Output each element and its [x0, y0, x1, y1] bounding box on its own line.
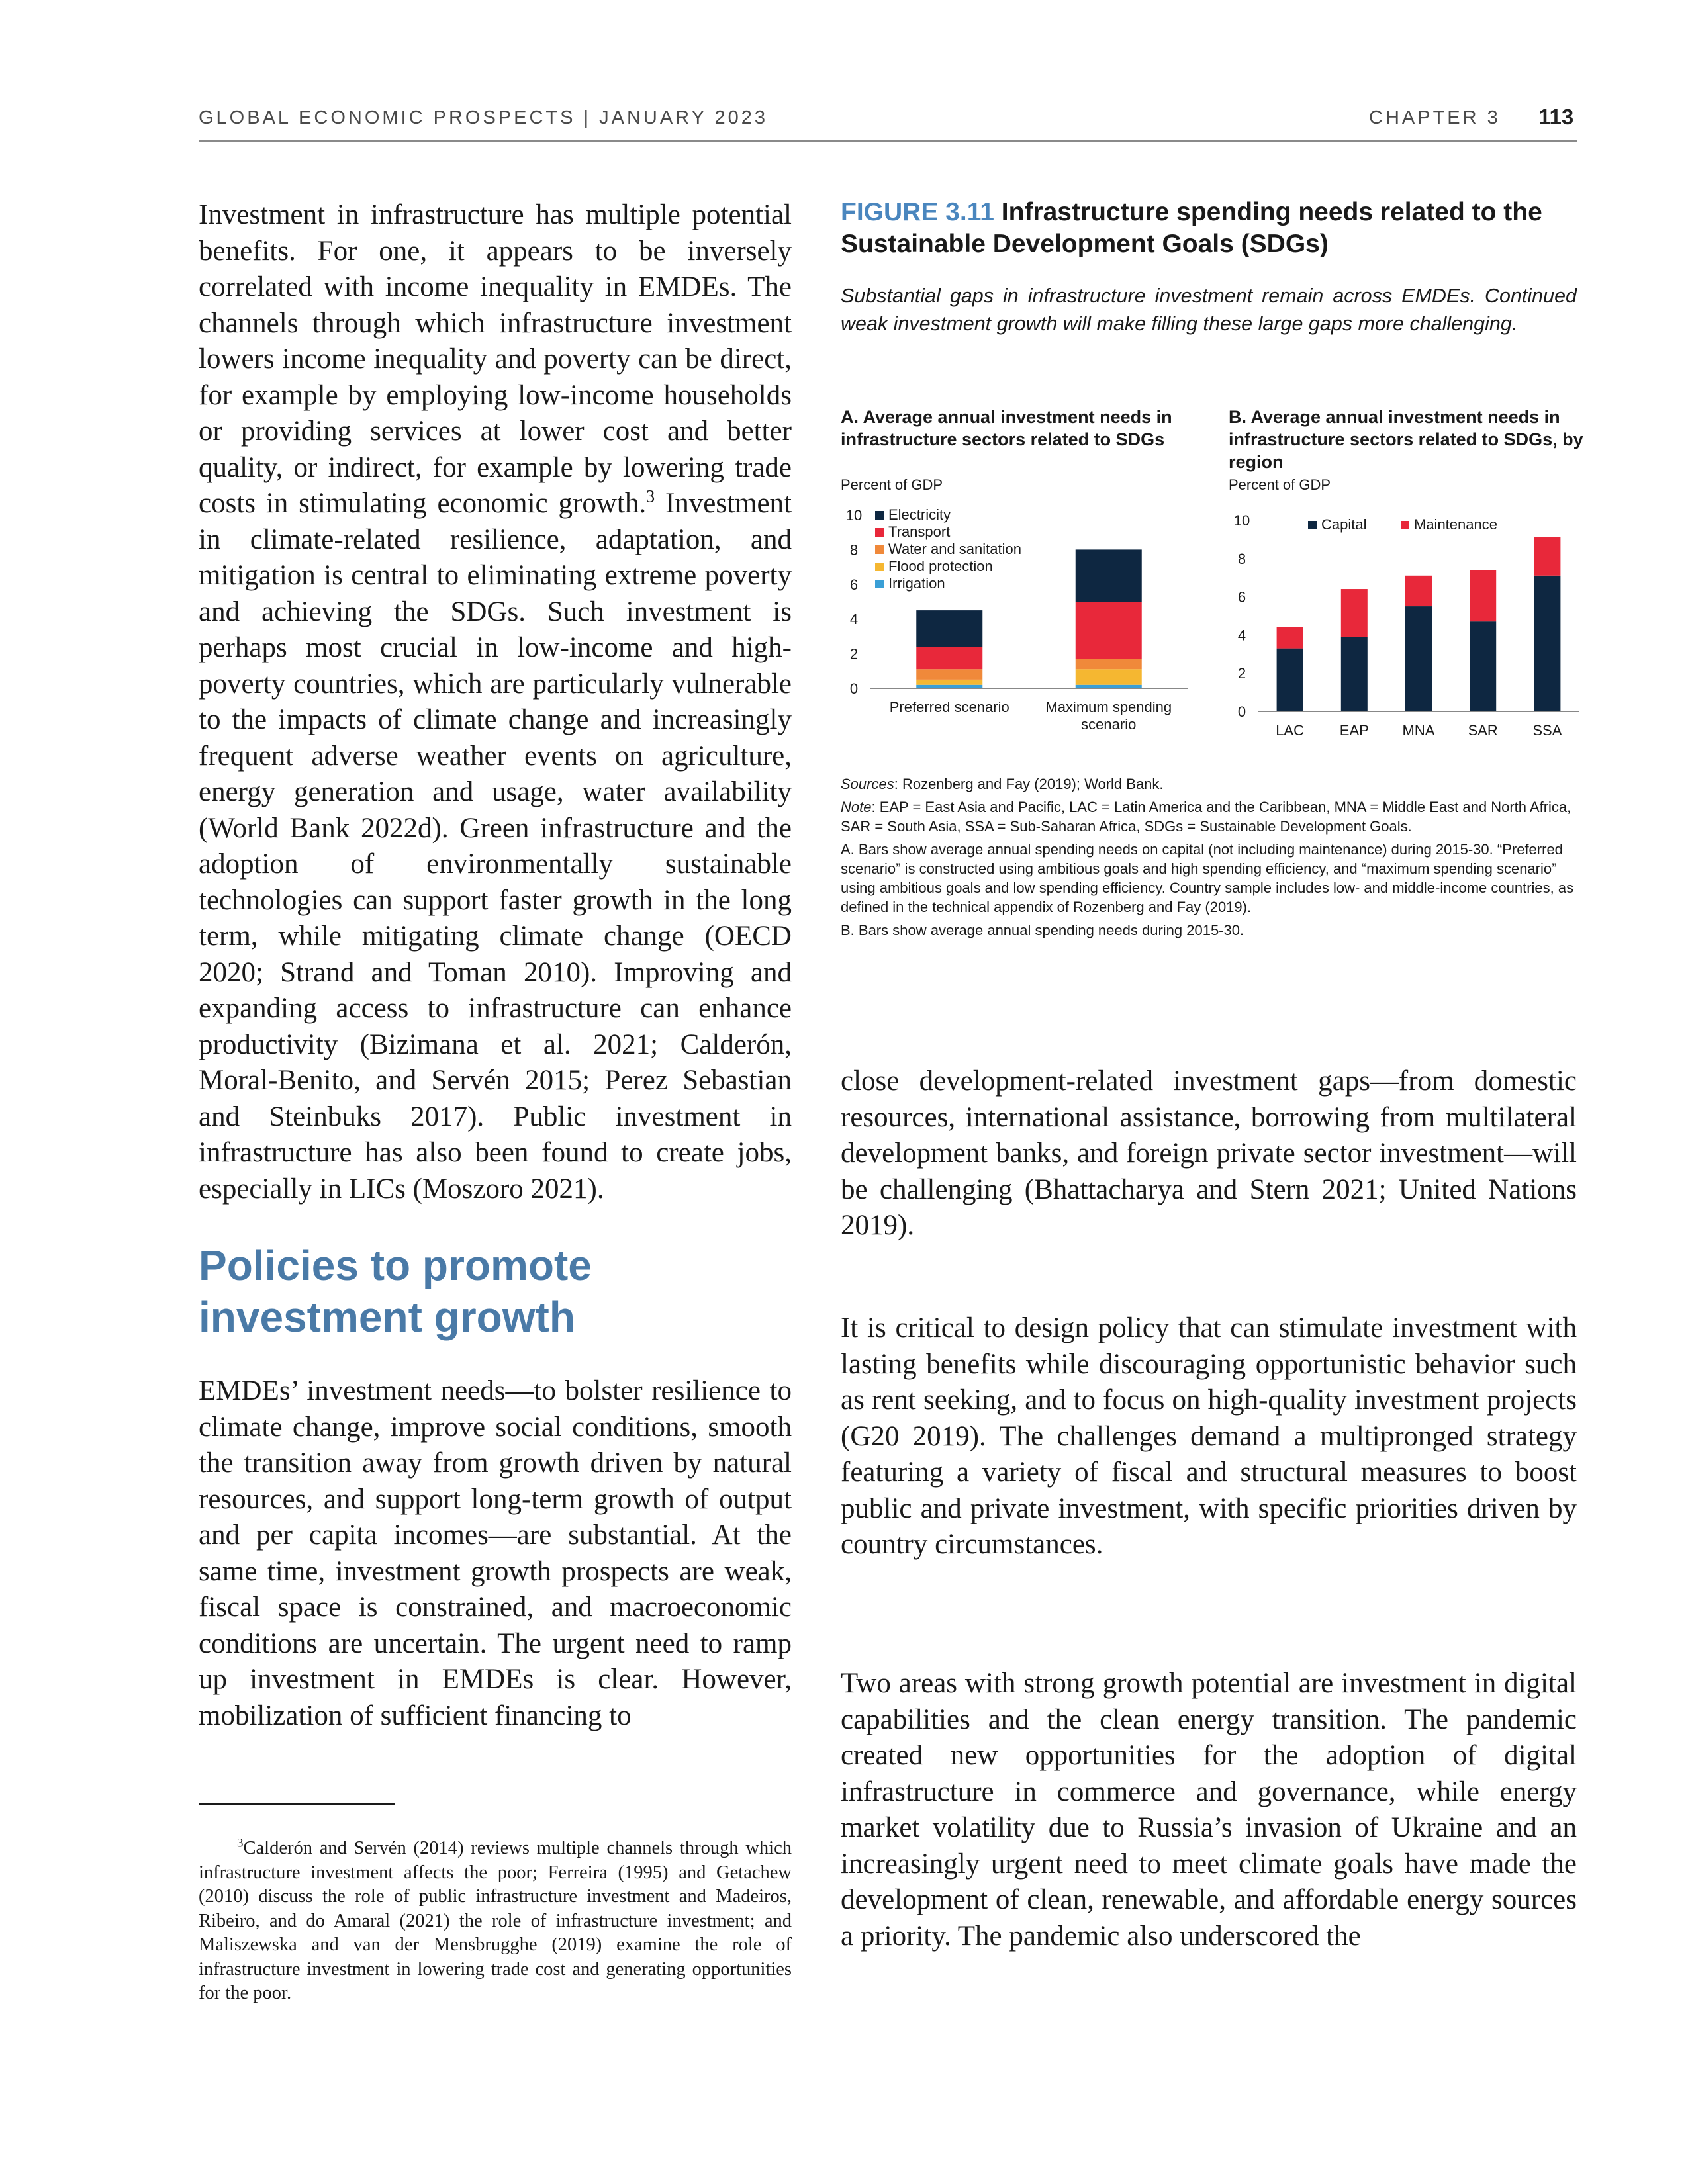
- legend-label: Electricity: [888, 506, 951, 523]
- bar-segment-transport: [1076, 602, 1142, 659]
- y-tick-label: 0: [849, 680, 859, 697]
- bar-segment-irrigation: [916, 685, 982, 688]
- legend-swatch: [1401, 521, 1409, 529]
- right-paragraph-2: It is critical to design policy that can stimulate investment with lasting benefits while discouraging opportunistic behavior such as rent seeking, and to focus on high-quality investment projects (G20 2019). The challenges demand a multipronged strategy featuring a variety of fiscal and structural measures to boost public and private investment, with specific priorities driven by country circumstances.: [841, 1312, 1577, 1560]
- left-paragraph-1: [199, 197, 792, 1207]
- y-tick-label: 10: [1233, 512, 1250, 529]
- paragraph-text-cont: Investment in climate-related resilience, adaptation, and mitigation is central to eliminating extreme poverty and achieving the SDGs. Such investment is perhaps most crucial in low-income and high-poverty countries, which are particularly vulnerable to the impacts of climate change and increasingly frequent adverse weather events on agriculture, energy generation and usage, water availability (World Bank 2022d). Green infrastructure and the adoption of environmentally sustainable technologies can support faster growth in the long term, while mitigating climate change (OECD 2020; Strand and Toman 2010). Improving and expanding access to infrastructure can enhance productivity (Bizimana et al. 2021; Calderón, Moral-Benito, and Servén 2015; Perez Sebastian and Steinbuks 2017). Public investment in infrastructure has also been found to create jobs, especially in LICs (Moszoro 2021).: [199, 488, 792, 1205]
- bar-segment-flood-protection: [1076, 669, 1142, 685]
- y-tick-label: 8: [1237, 550, 1246, 567]
- header-rule: [199, 140, 1577, 142]
- y-tick-label: 6: [849, 576, 859, 593]
- chart-panel-a: [841, 477, 1211, 748]
- bar-segment-maintenance: [1534, 537, 1560, 576]
- figure-notes: [841, 774, 1577, 944]
- bar-segment-water-and-sanitation: [916, 669, 982, 680]
- legend-swatch: [875, 580, 884, 588]
- bar-segment-maintenance: [1341, 589, 1368, 637]
- bar-segment-water-and-sanitation: [1076, 659, 1142, 669]
- legend-label: Water and sanitation: [888, 541, 1021, 557]
- sources-label: Sources: [841, 776, 894, 792]
- sources-text: : Rozenberg and Fay (2019); World Bank.: [894, 776, 1164, 792]
- footnote-marker[interactable]: 3: [646, 486, 655, 506]
- x-tick-label: scenario: [1081, 716, 1137, 733]
- bar-segment-capital: [1405, 606, 1432, 711]
- panel-b-title: B. Average annual investment needs in infrastructure sectors related to SDGs, by region: [1229, 407, 1583, 472]
- y-axis-label: Percent of GDP: [1229, 477, 1331, 493]
- legend-label: Transport: [888, 523, 951, 540]
- panel-a-title: A. Average annual investment needs in infrastructure sectors related to SDGs: [841, 407, 1172, 449]
- legend-swatch: [875, 545, 884, 554]
- right-paragraph-1: close development-related investment gaps—from domestic resources, international assistance, borrowing from multilateral development banks, and foreign private sector investment—will be challenging (Bhattacharya and Stern 2021; United Nations 2019).: [841, 1066, 1577, 1241]
- legend-swatch: [875, 511, 884, 520]
- figure-note-a: A. Bars show average annual spending needs on capital (not including maintenance) during 2015-30. “Preferred scenario” is constructed using ambitious goals and high spending efficiency, and “maximum spending scenario” using ambitious goals and low spending efficiency. Country sample includes low- and middle-income countries, as defined in the technical appendix of Rozenberg and Fay (2019).: [841, 841, 1574, 915]
- figure-subtitle: Substantial gaps in infrastructure investment remain across EMDEs. Continued weak investment growth will make filling these large gaps more challenging.: [841, 285, 1577, 335]
- x-tick-label: SSA: [1532, 722, 1562, 739]
- y-tick-label: 0: [1237, 704, 1246, 720]
- y-tick-label: 6: [1237, 588, 1246, 606]
- right-paragraph-3: Two areas with strong growth potential are investment in digital capabilities and the clean energy transition. The pandemic created new opportunities for the adoption of digital infrastructure in commerce and governance, while energy market volatility due to Russia’s invasion of Ukraine and an increasingly urgent need to meet climate goals have made the development of clean, renewable, and affordable energy sources a priority. The pandemic also underscored the: [841, 1668, 1577, 1952]
- paragraph-text: Investment in infrastructure has multiple potential benefits. For one, it appears to be inversely correlated with income inequality in EMDEs. The channels through which infrastructure investment lowers income inequality and poverty can be direct, for example by employing low-income households or providing services at lower cost and better quality, or indirect, for example by lowering trade costs in stimulating economic growth.: [199, 199, 792, 519]
- legend-label: Capital: [1321, 516, 1367, 533]
- bar-segment-maintenance: [1277, 627, 1303, 649]
- figure-number: FIGURE 3.11: [841, 198, 994, 226]
- legend-swatch: [875, 563, 884, 571]
- x-tick-label: SAR: [1468, 722, 1498, 739]
- bar-segment-capital: [1534, 576, 1560, 711]
- footnote-text: Calderón and Servén (2014) reviews multiple channels through which infrastructure investment affects the poor; Ferreira (1995) and Getachew (2010) discuss the role of public infrastructure investment and Madeiros, Ribeiro, and do Amaral (2021) the role of infrastructure investment; and Maliszewska and van der Mensbrugghe (2019) examine the role of infrastructure investment in lowering trade cost and generating opportunities for the poor.: [199, 1838, 792, 2003]
- chart-panel-b: [1229, 477, 1586, 754]
- x-tick-label: Maximum spending: [1045, 699, 1172, 715]
- y-tick-label: 10: [845, 507, 863, 523]
- figure-note-b: B. Bars show average annual spending needs during 2015-30.: [841, 922, 1244, 938]
- chapter-label: CHAPTER 3: [1369, 107, 1501, 128]
- running-title: GLOBAL ECONOMIC PROSPECTS | JANUARY 2023: [199, 107, 768, 128]
- x-tick-label: LAC: [1276, 722, 1304, 739]
- bar-segment-irrigation: [1076, 685, 1142, 688]
- page-number: 113: [1538, 105, 1574, 129]
- figure-sources: [841, 774, 1577, 794]
- section-title: Policies to promote investment growth: [199, 1242, 592, 1341]
- legend-label: Maintenance: [1414, 516, 1497, 533]
- legend-label: Flood protection: [888, 558, 993, 574]
- figure-note: [841, 797, 1577, 836]
- x-tick-label: MNA: [1402, 722, 1435, 739]
- legend-swatch: [875, 528, 884, 537]
- y-tick-label: 2: [1237, 665, 1246, 682]
- y-tick-label: 4: [849, 611, 859, 628]
- bar-segment-capital: [1341, 637, 1368, 711]
- x-tick-label: EAP: [1339, 722, 1369, 739]
- y-tick-label: 4: [1237, 627, 1246, 644]
- footnote: [199, 1837, 792, 2006]
- bar-segment-capital: [1470, 621, 1496, 711]
- note-text: : EAP = East Asia and Pacific, LAC = Latin America and the Caribbean, MNA = Middle East and North Africa, SAR = South Asia, SSA = Sub-Saharan Africa, SDGs = Sustainable Development Goals.: [841, 799, 1571, 835]
- legend-swatch: [1308, 521, 1317, 529]
- note-label: Note: [841, 799, 872, 815]
- bar-segment-capital: [1277, 649, 1303, 711]
- figure-title-text: Infrastructure spending needs related to the Sustainable Development Goals (SDGs): [841, 198, 1542, 258]
- bar-segment-maintenance: [1470, 570, 1496, 621]
- bar-segment-transport: [916, 647, 982, 669]
- footnote-number: 3: [237, 1836, 244, 1850]
- bar-segment-maintenance: [1405, 576, 1432, 606]
- bar-segment-electricity: [916, 610, 982, 647]
- figure-title: [841, 197, 1577, 260]
- legend-label: Irrigation: [888, 575, 945, 592]
- footnote-rule: [199, 1803, 395, 1805]
- y-axis-label: Percent of GDP: [841, 477, 943, 493]
- y-tick-label: 2: [849, 645, 859, 662]
- left-paragraph-2: EMDEs’ investment needs—to bolster resilience to climate change, improve social conditions, smooth the transition away from growth driven by natural resources, and support long-term growth of output and per capita incomes—are substantial. At the same time, investment growth prospects are weak, fiscal space is constrained, and macroeconomic conditions are uncertain. The urgent need to ramp up investment in EMDEs is clear. However, mobilization of sufficient financing to: [199, 1375, 792, 1731]
- y-tick-label: 8: [849, 541, 859, 559]
- x-tick-label: Preferred scenario: [889, 699, 1009, 715]
- bar-segment-flood-protection: [916, 680, 982, 685]
- bar-segment-electricity: [1076, 549, 1142, 602]
